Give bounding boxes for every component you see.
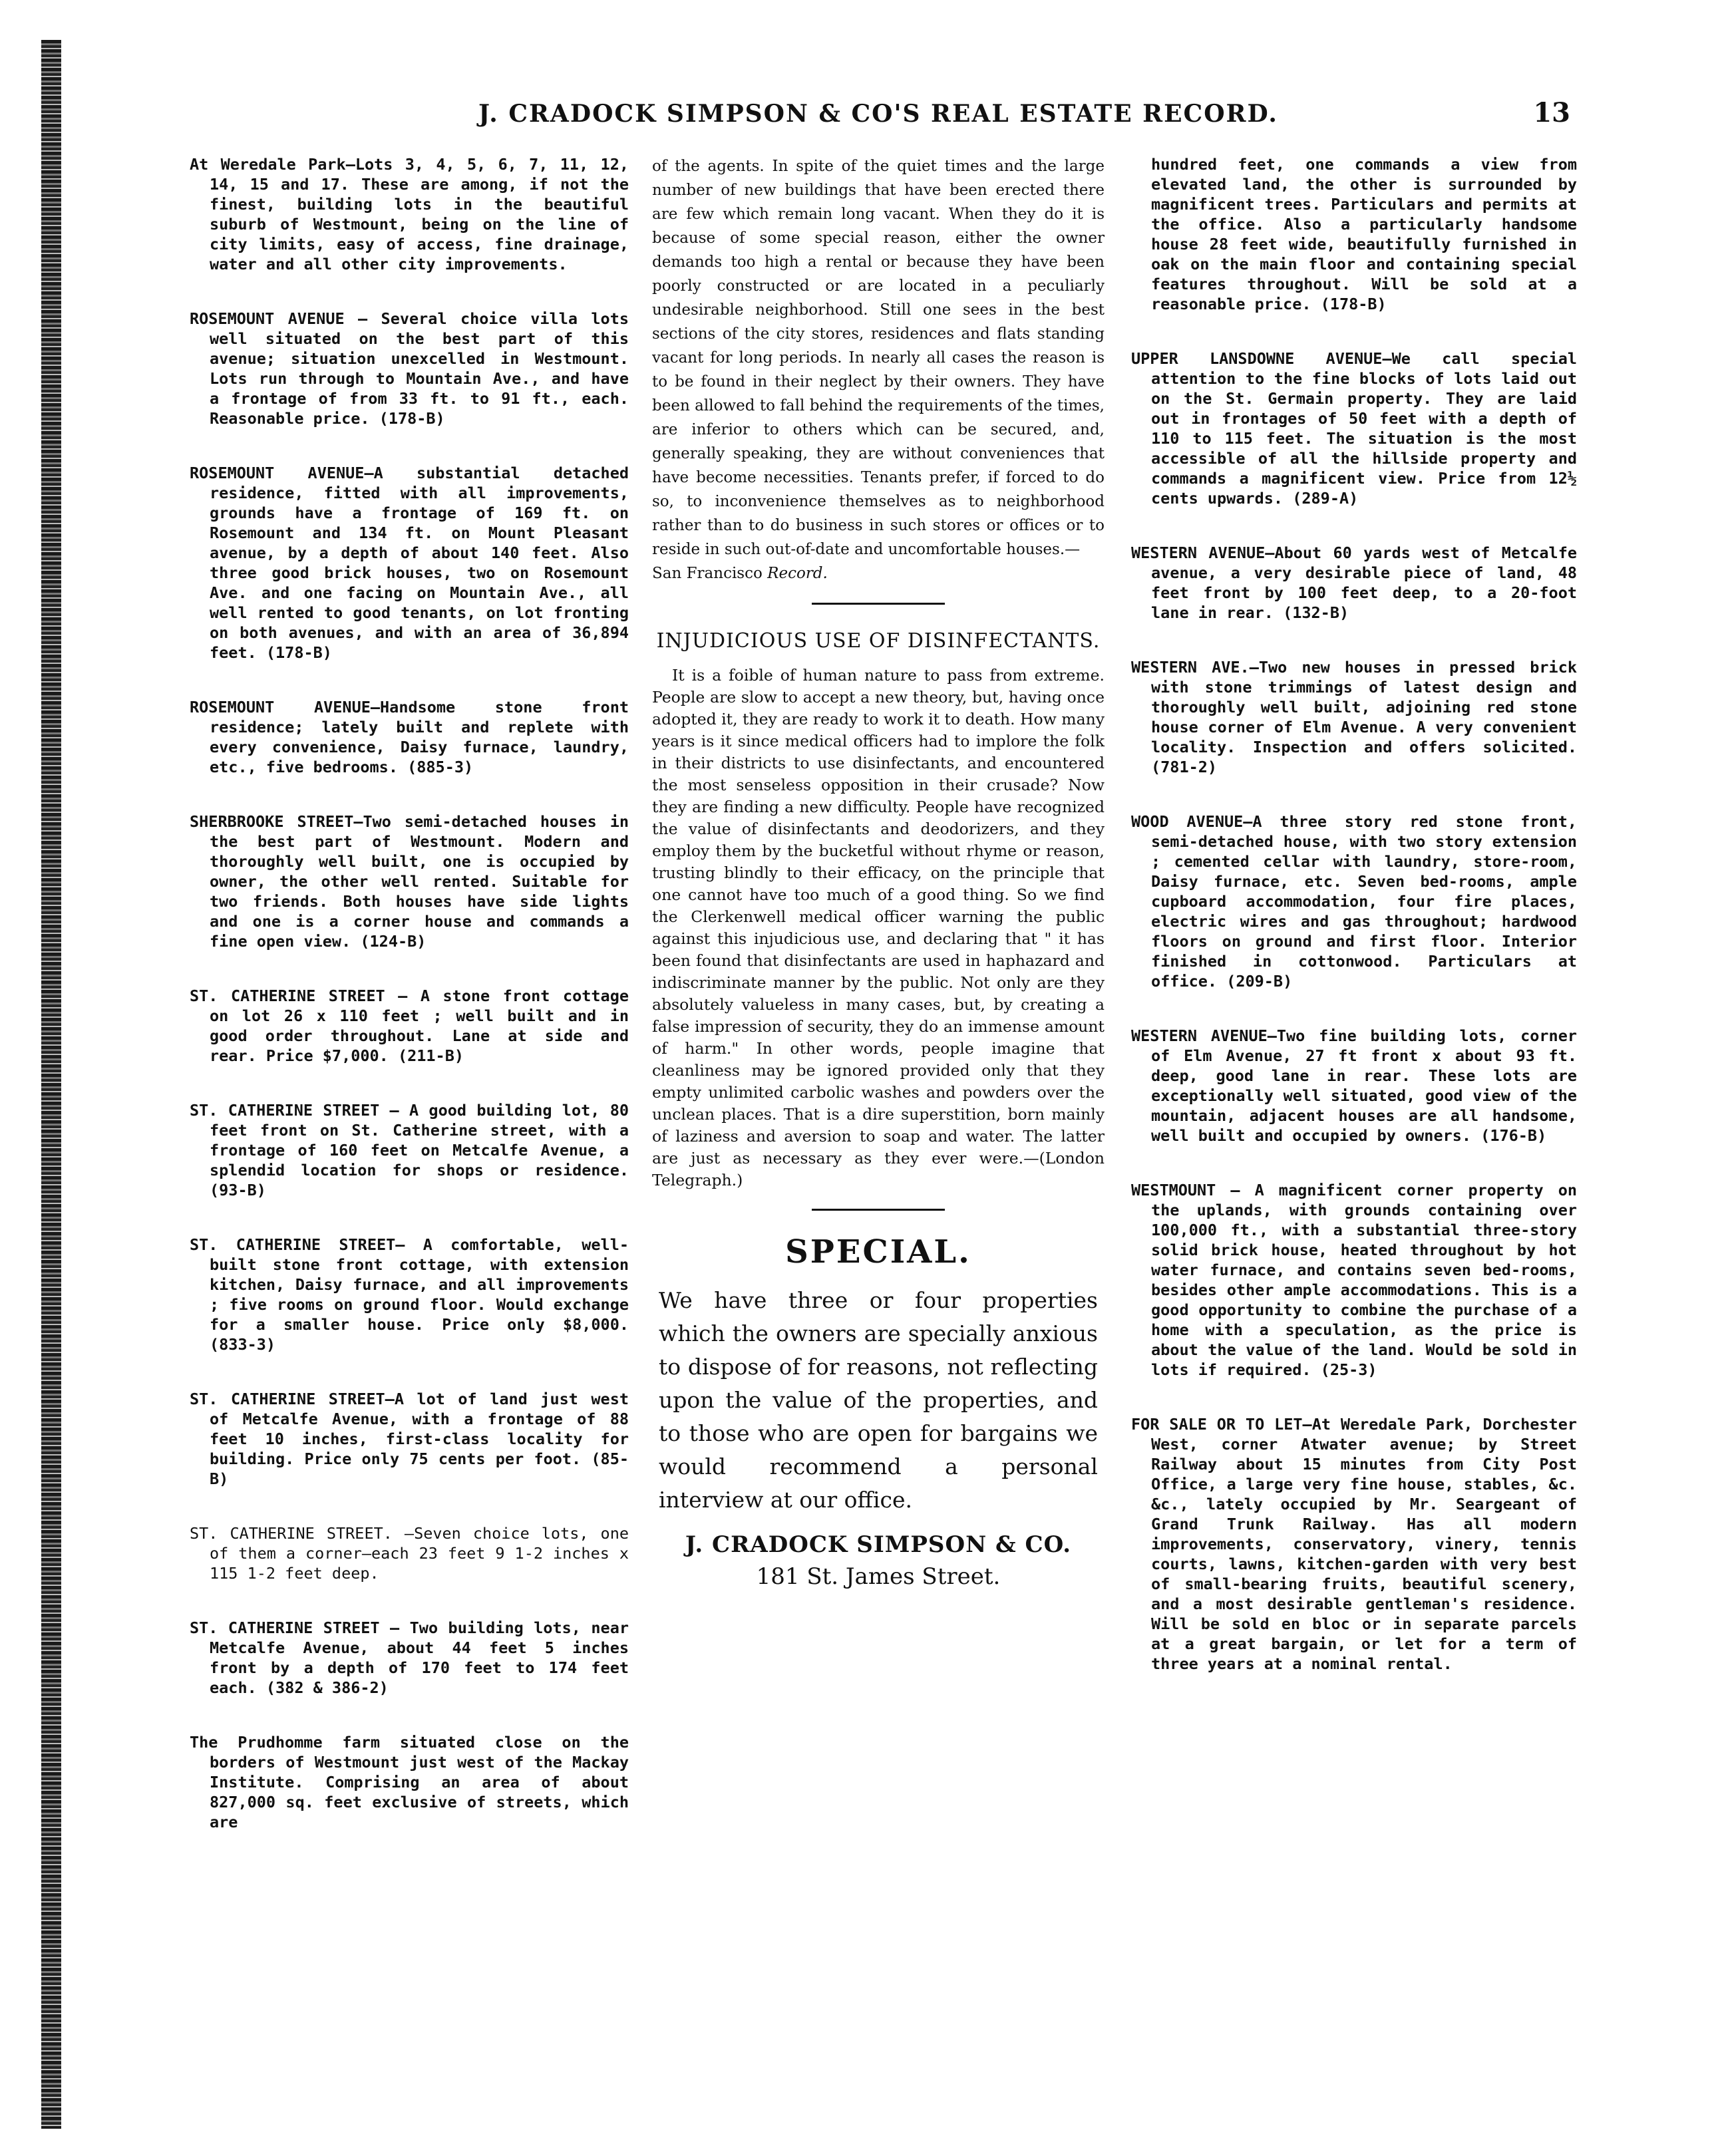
section-divider [812, 1209, 945, 1211]
section-divider [812, 603, 945, 605]
listing-western-avenue-land: WESTERN AVENUE—About 60 yards west of Metcalfe avenue, a very desirable piece of land, 48 feet front by 100 feet deep, to a 20-foot lane in rear. (132-B) [1131, 543, 1577, 622]
article-source: San Francisco [652, 565, 763, 582]
article-source-italic: Record. [767, 565, 828, 582]
page-binding-edge [41, 40, 61, 2129]
right-column [1131, 154, 1577, 1708]
listing-upper-lansdowne: UPPER LANSDOWNE AVENUE—We call special attention to the fine blocks of lots laid out on the St. Germain property. They are laid out in frontages of 50 feet with a depth of 110 to 115 feet. The situation is the most accessible of all the hillside property and commands a magnificent view. Price from 12½ cents upwards. (289-A) [1131, 349, 1577, 508]
article-body: It is a foible of human nature to pass from extreme. People are slow to accept a new theory, but, having once adopted it, they are ready to work it to death. How many years is it since medical officers had to implore the folk in their districts to use disinfectants, and encountered the most senseless opposition in their crusade? Now they are finding a new difficulty. People have recognized the value of disinfectants and deodorizers, and they employ them by the bucketful without rhyme or reason, trusting blindly to their efficacy, on the principle that one cannot have too much of a good thing. So we find the Clerkenwell medical officer warning the public against this injudicious use, and declaring that " it has been found that disinfectants are used in haphazard and indiscriminate manner by the public. Not only are they absolutely valueless in many cases, but, by creating a false impression of security, they do an immense amount of harm." In other words, people imagine that cleanliness may be ignored provided only that they empty unlimited carbolic washes and powders over the unclean places. That is a dire superstition, born mainly of laziness and aversion to soap and water. The latter are just as necessary as they ever were.—(London Telegraph.) [652, 666, 1105, 1189]
listing-for-sale-or-to-let: FOR SALE OR TO LET—At Weredale Park, Dorchester West, corner Atwater avenue; by Street Railway about 15 minutes from City Post Office, a large very fine house, stables, &c. &c., lately occupied by Mr. Seargeant of Grand Trunk Railway. Has all modern improvements, conservatory, vinery, tennis courts, lawns, kitchen-garden with very best of small-bearing fruits, beautiful scenery, and a most desirable gentleman's residence. Will be sold en bloc or in separate parcels at a great bargain, or let for a term of three years at a nominal rental. [1131, 1415, 1577, 1673]
special-notice: We have three or four properties which the owners are specially anxious to dispose of for reasons, not reflecting upon the value of the properties, and to those who are open for bargains we would recommend a personal interview at our office. [659, 1287, 1098, 1513]
listing-rosemount-stone-front: ROSEMOUNT AVENUE—Handsome stone front residence; lately built and replete with every convenience, Daisy furnace, laundry, etc., five bedrooms. (885-3) [190, 698, 629, 776]
listing-rosemount-detached-residence: ROSEMOUNT AVENUE—A substantial detached residence, fitted with all improvements, grounds have a frontage of 169 ft. on Rosemount and 134 ft. on Mount Pleasant avenue, by a depth of about 140 feet. Also three good brick houses, two on Rosemount Ave. and one facing on Mountain Ave., all well rented to good tenants, on lot fronting on both avenues, and with an area of 36,894 feet. (178-B) [190, 464, 629, 662]
listing-western-ave-houses: WESTERN AVE.—Two new houses in pressed brick with stone trimmings of latest design and thoroughly well built, adjoining red stone house corner of Elm Avenue. A very convenient locality. Inspection and offers solicited. (781-2) [1131, 658, 1577, 776]
listing-weredale-park: At Weredale Park—Lots 3, 4, 5, 6, 7, 11, 12, 14, 15 and 17. These are among, if not the finest, building lots in the beautiful suburb of Westmount, being on the line of city limits, easy of access, fine drainage, water and all other city improvements. [190, 155, 629, 273]
listing-st-catherine-lot-of-land: ST. CATHERINE STREET—A lot of land just west of Metcalfe Avenue, with a frontage of 88 feet 10 inches, first-class locality for building. Price only 75 cents per foot. (85-B) [190, 1390, 629, 1488]
page-header [186, 97, 1570, 146]
listing-sherbrooke-street: SHERBROOKE STREET—Two semi-detached houses in the best part of Westmount. Modern and thoroughly well built, one is occupied by owner, the other well rented. Suitable for two friends. Both houses have side lights and one is a corner house and commands a fine open view. (124-B) [190, 812, 629, 951]
left-column [190, 154, 629, 1867]
listing-continued-hundred-feet: hundred feet, one commands a view from elevated land, the other is surrounded by magnificent trees. Particulars and permits at the office. Also a particularly handsome house 28 feet wide, beautifully furnished in oak on the main floor and containing special features throughout. Will be sold at a reasonable price. (178-B) [1151, 155, 1577, 313]
middle-column [652, 154, 1105, 1590]
listing-st-catherine-seven-lots: ST. CATHERINE STREET. —Seven choice lots, one of them a corner—each 23 feet 9 1-2 inches x 115 1-2 feet deep. [190, 1524, 629, 1583]
listing-westmount-corner-property: WESTMOUNT — A magnificent corner property on the uplands, with grounds containing over 100,000 ft., with a substantial three-story solid brick house, heated throughout by hot water furnace, and contains seven bed-rooms, besides other ample accommodations. This is a good opportunity to combine the purchase of a home with a speculation, as the price is about the value of the land. Would be sold in lots if required. (25-3) [1131, 1181, 1577, 1379]
continued-article-text [652, 154, 1105, 585]
listing-st-catherine-comfortable-cottage: ST. CATHERINE STREET— A comfortable, well-built stone front cottage, with extension kitchen, Daisy furnace, and all improvements ; five rooms on ground floor. Would exchange for a smaller house. Price only $8,000. (833-3) [190, 1235, 629, 1354]
article-title: INJUDICIOUS USE OF DISINFECTANTS. [656, 629, 1101, 653]
listing-wood-avenue: WOOD AVENUE—A three story red stone front, semi-detached house, with two story extension ; cemented cellar with laundry, store-room, Daisy furnace, etc. Seven bed-rooms, ample cupboard accommodation, four fire places, electric wires and gas throughout; hardwood floors on ground and first floor. Interior finished in cottonwood. Particulars at office. (209-B) [1131, 812, 1577, 991]
listing-western-avenue-lots: WESTERN AVENUE—Two fine building lots, corner of Elm Avenue, 27 ft front x about 93 ft. deep, good lane in rear. These lots are exceptionally well situated, good view of the mountain, adjacent houses are all handsome, well built and occupied by owners. (176-B) [1131, 1026, 1577, 1145]
page-number: 13 [1533, 97, 1570, 128]
listing-st-catherine-two-lots: ST. CATHERINE STREET — Two building lots, near Metcalfe Avenue, about 44 feet 5 inches front by a depth of 170 feet to 174 feet each. (382 & 386-2) [190, 1618, 629, 1697]
firm-signature: J. CRADOCK SIMPSON & CO. [685, 1531, 1072, 1558]
listing-rosemount-villa-lots: ROSEMOUNT AVENUE — Several choice villa lots well situated on the best part of this avenue; situation unexcelled in Westmount. Lots run through to Mountain Ave., and have a frontage of from 33 ft. to 91 ft., each. Reasonable price. (178-B) [190, 309, 629, 428]
firm-address: 181 St. James Street. [756, 1563, 1001, 1590]
special-heading: SPECIAL. [785, 1233, 971, 1271]
continued-article-body: of the agents. In spite of the quiet times and the large number of new buildings that have been erected there are few which remain long vacant. When they do it is because of some special reason, either the owner demands too high a rental or because they have been poorly constructed or are located in a peculiarly undesirable neighborhood. Still one sees in the best sections of the city stores, residences and flats standing vacant for long periods. In nearly all cases the reason is to be found in their neglect by their owners. They have been allowed to fall behind the requirements of the times, are inferior to others which can be secured, and, generally speaking, they are without conveniences that have become necessities. Tenants prefer, if forced to do so, to inconvenience themselves as to neighborhood rather than to do business in such stores or offices or to reside in such out-of-date and uncomfortable houses.— [652, 158, 1105, 558]
running-title: J. CRADOCK SIMPSON & CO'S REAL ESTATE RECORD. [478, 100, 1278, 128]
listing-prudhomme-farm: The Prudhomme farm situated close on the borders of Westmount just west of the Mackay Institute. Comprising an area of about 827,000 sq. feet exclusive of streets, which are [190, 1733, 629, 1831]
listing-st-catherine-building-lot: ST. CATHERINE STREET — A good building lot, 80 feet front on St. Catherine street, with a frontage of 160 feet on Metcalfe Avenue, a splendid location for shops or residence. (93-B) [190, 1101, 629, 1199]
listing-st-catherine-cottage: ST. CATHERINE STREET — A stone front cottage on lot 26 x 110 feet ; well built and in good order throughout. Lane at side and rear. Price $7,000. (211-B) [190, 987, 629, 1065]
